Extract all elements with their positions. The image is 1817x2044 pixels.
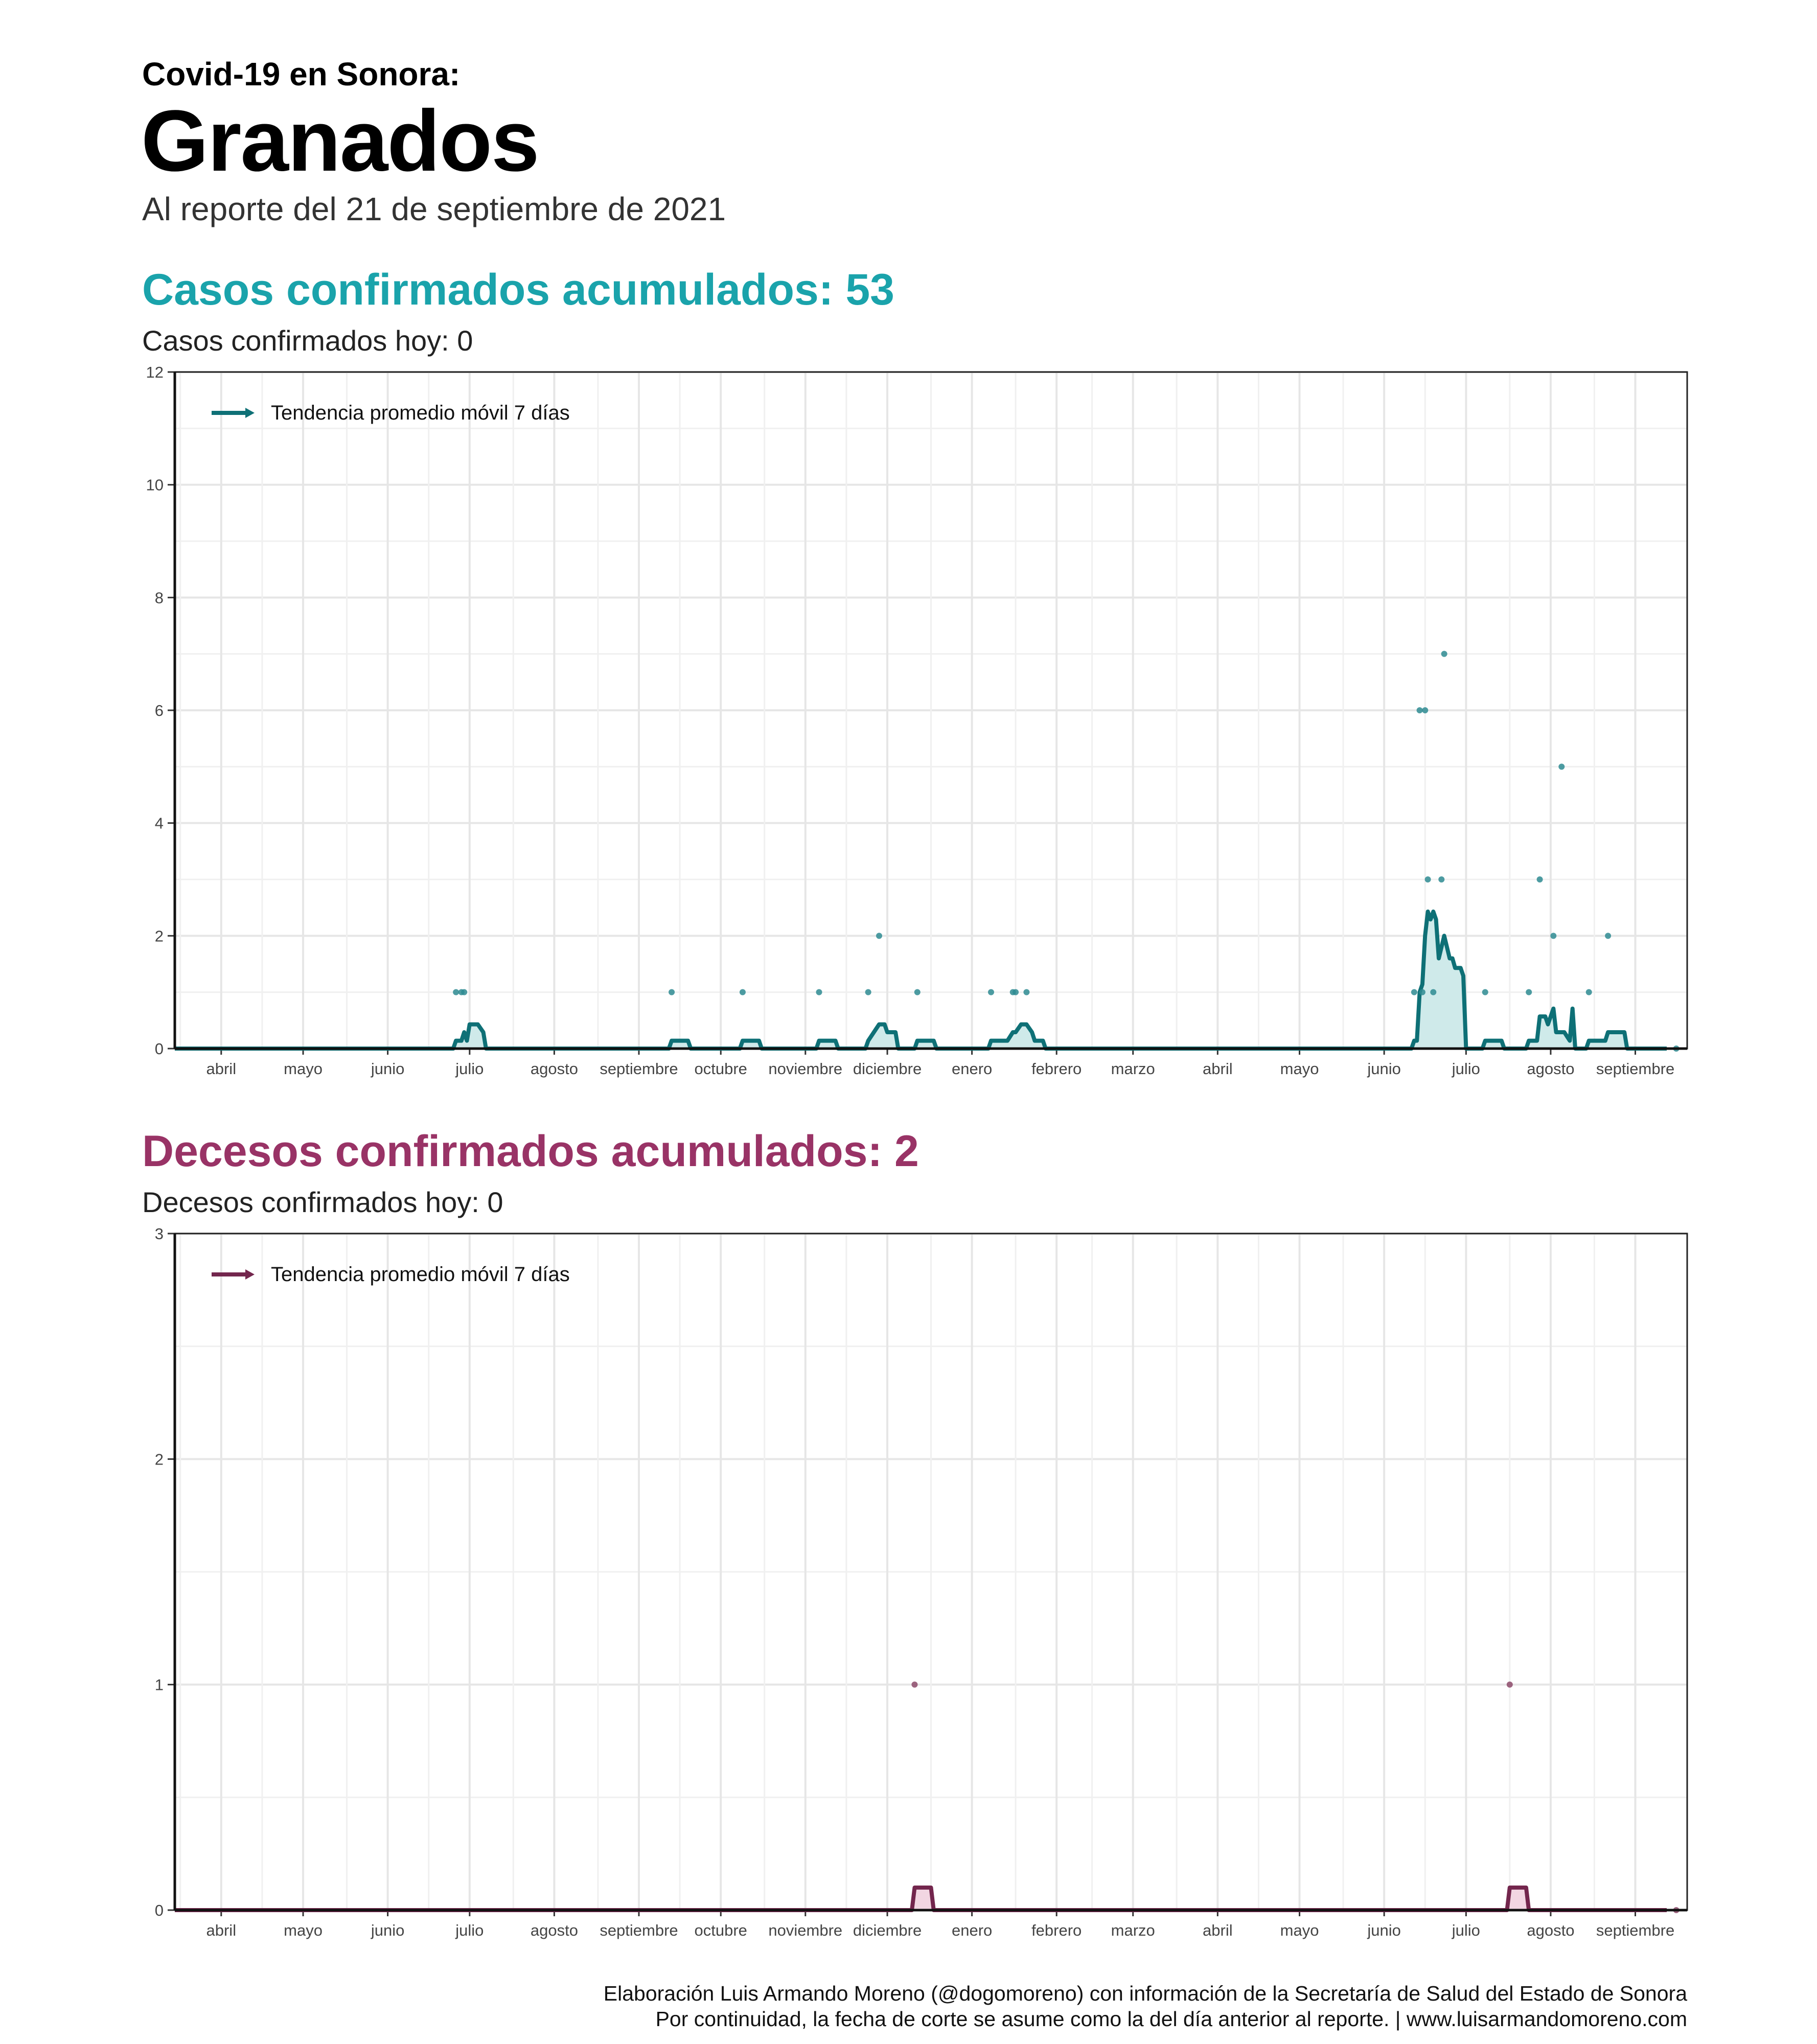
cases-chart xyxy=(0,358,1817,1094)
x-tick-label: octubre xyxy=(694,1921,747,1939)
report-date-subtitle: Al reporte del 21 de septiembre de 2021 xyxy=(142,191,726,227)
x-tick-label: agosto xyxy=(530,1060,578,1078)
x-tick-label: octubre xyxy=(694,1060,747,1078)
x-tick-label: junio xyxy=(1367,1060,1401,1078)
daily-point xyxy=(1023,989,1029,995)
x-tick-label: agosto xyxy=(1527,1060,1575,1078)
trend-area xyxy=(175,912,1667,1049)
daily-point xyxy=(1507,1682,1513,1688)
legend-label: Tendencia promedio móvil 7 días xyxy=(271,1263,570,1286)
x-tick-label: mayo xyxy=(1280,1060,1319,1078)
legend-arrow-icon xyxy=(245,408,255,418)
legend xyxy=(212,1263,570,1286)
daily-point xyxy=(1425,876,1431,882)
x-tick-label: marzo xyxy=(1111,1921,1155,1939)
deaths-today-label: Decesos confirmados hoy: 0 xyxy=(142,1186,503,1218)
deaths-chart xyxy=(0,1219,1817,1955)
x-tick-label: agosto xyxy=(530,1921,578,1939)
daily-point xyxy=(740,989,746,995)
x-tick-label: junio xyxy=(371,1060,405,1078)
footer-credit: Elaboración Luis Armando Moreno (@dogomoreno) con información de la Secretaría de Salud del Estado de Sonora xyxy=(603,1982,1687,2005)
y-tick-label: 4 xyxy=(154,814,164,832)
x-tick-label: mayo xyxy=(284,1921,323,1939)
x-tick-label: septiembre xyxy=(1596,1921,1675,1939)
x-tick-label: mayo xyxy=(284,1060,323,1078)
x-tick-label: mayo xyxy=(1280,1921,1319,1939)
x-tick-label: junio xyxy=(1367,1921,1401,1939)
y-tick-label: 1 xyxy=(154,1676,164,1694)
daily-point xyxy=(1558,763,1565,770)
x-tick-label: abril xyxy=(206,1921,237,1939)
daily-point xyxy=(865,989,871,995)
x-tick-label: julio xyxy=(1452,1060,1480,1078)
x-tick-label: febrero xyxy=(1031,1921,1082,1939)
x-tick-label: agosto xyxy=(1527,1921,1575,1939)
y-tick-label: 2 xyxy=(154,1450,164,1469)
daily-point xyxy=(1526,989,1532,995)
daily-point xyxy=(1417,707,1423,713)
daily-point xyxy=(1550,933,1556,939)
legend xyxy=(212,402,570,424)
x-tick-label: septiembre xyxy=(1596,1060,1675,1078)
y-tick-label: 2 xyxy=(154,927,164,945)
daily-point xyxy=(1605,933,1611,939)
x-tick-label: marzo xyxy=(1111,1060,1155,1078)
daily-point xyxy=(1441,651,1447,657)
y-tick-label: 8 xyxy=(154,589,164,607)
daily-point xyxy=(461,989,467,995)
daily-point xyxy=(669,989,675,995)
daily-point xyxy=(1537,876,1543,882)
daily-point xyxy=(1438,876,1444,882)
x-tick-label: enero xyxy=(951,1060,993,1078)
daily-point xyxy=(1422,707,1428,713)
y-tick-label: 0 xyxy=(154,1040,164,1058)
y-tick-label: 3 xyxy=(154,1225,164,1243)
daily-point xyxy=(1013,989,1019,995)
daily-point xyxy=(914,989,921,995)
daily-point xyxy=(876,933,882,939)
x-tick-label: abril xyxy=(206,1060,237,1078)
x-tick-label: julio xyxy=(455,1921,484,1939)
y-tick-label: 10 xyxy=(146,476,164,494)
daily-point xyxy=(1482,989,1488,995)
daily-point xyxy=(453,989,459,995)
footer-note: Por continuidad, la fecha de corte se asume como la del día anterior al reporte. | www.luisarmandomoreno.com xyxy=(655,2007,1687,2031)
x-tick-label: noviembre xyxy=(768,1060,843,1078)
legend-arrow-icon xyxy=(245,1269,255,1280)
daily-point xyxy=(1586,989,1592,995)
daily-point xyxy=(1411,989,1417,995)
x-tick-label: enero xyxy=(951,1921,993,1939)
x-tick-label: junio xyxy=(371,1921,405,1939)
x-tick-label: septiembre xyxy=(600,1921,678,1939)
cases-today-label: Casos confirmados hoy: 0 xyxy=(142,324,473,357)
daily-point xyxy=(1419,989,1425,995)
x-tick-label: noviembre xyxy=(768,1921,843,1939)
legend-label: Tendencia promedio móvil 7 días xyxy=(271,402,570,424)
y-tick-label: 6 xyxy=(154,702,164,719)
y-tick-label: 12 xyxy=(146,363,164,381)
cases-cumulative-heading: Casos confirmados acumulados: 53 xyxy=(142,265,894,314)
x-tick-label: septiembre xyxy=(600,1060,678,1078)
x-tick-label: febrero xyxy=(1031,1060,1082,1078)
y-tick-label: 0 xyxy=(154,1901,164,1919)
trend-area xyxy=(175,1888,1667,1910)
daily-point xyxy=(1430,989,1436,995)
daily-point xyxy=(816,989,822,995)
x-tick-label: julio xyxy=(1452,1921,1480,1939)
daily-point xyxy=(911,1682,917,1688)
deaths-cumulative-heading: Decesos confirmados acumulados: 2 xyxy=(142,1127,919,1176)
x-tick-label: julio xyxy=(455,1060,484,1078)
x-tick-label: abril xyxy=(1203,1060,1233,1078)
daily-point xyxy=(988,989,994,995)
x-tick-label: diciembre xyxy=(853,1060,922,1078)
pre-title: Covid-19 en Sonora: xyxy=(142,56,461,92)
page-title: Granados xyxy=(141,92,539,190)
x-tick-label: diciembre xyxy=(853,1921,922,1939)
x-tick-label: abril xyxy=(1203,1921,1233,1939)
